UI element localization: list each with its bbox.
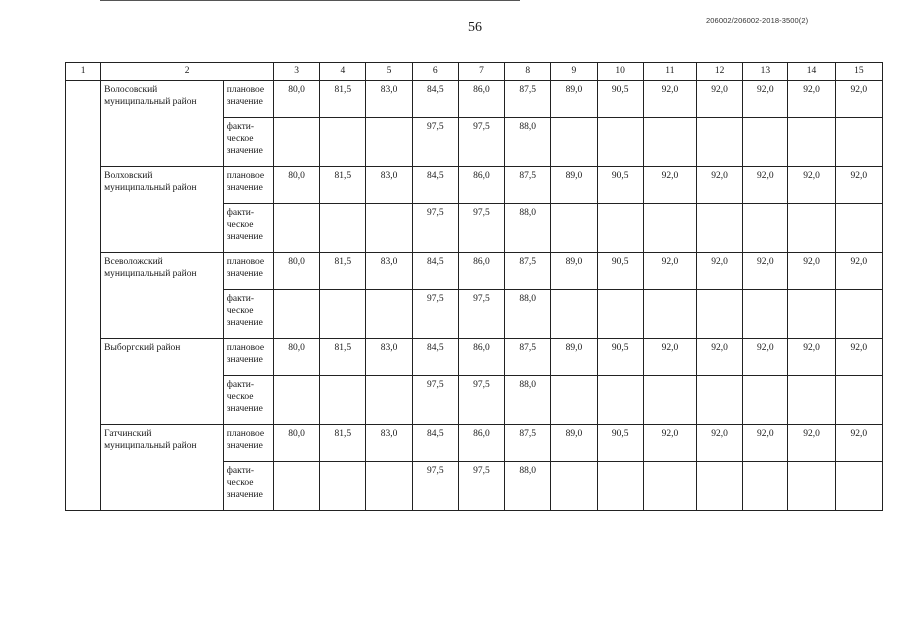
fact-value <box>597 290 643 339</box>
column-header: 6 <box>412 63 458 81</box>
fact-value <box>551 118 597 167</box>
plan-value: 90,5 <box>597 81 643 118</box>
fact-label: факти-ческое значение <box>223 204 273 253</box>
plan-value: 92,0 <box>643 425 696 462</box>
plan-label: плановое значение <box>223 339 273 376</box>
plan-value: 86,0 <box>458 81 504 118</box>
plan-value: 83,0 <box>366 425 412 462</box>
district-name: Гатчинский муниципальный район <box>101 425 224 511</box>
row-number-cell <box>66 81 101 511</box>
plan-value: 86,0 <box>458 425 504 462</box>
fact-value: 97,5 <box>412 204 458 253</box>
plan-value: 90,5 <box>597 425 643 462</box>
column-header: 8 <box>505 63 551 81</box>
plan-value: 92,0 <box>743 339 788 376</box>
fact-label: факти-ческое значение <box>223 462 273 511</box>
indicator-table <box>65 62 883 511</box>
fact-value <box>788 204 835 253</box>
district-name: Всеволожский муниципальный район <box>101 253 224 339</box>
fact-label: факти-ческое значение <box>223 376 273 425</box>
fact-value <box>835 290 882 339</box>
plan-value: 92,0 <box>643 339 696 376</box>
table-body <box>66 81 883 511</box>
fact-value: 88,0 <box>505 462 551 511</box>
plan-value: 92,0 <box>743 253 788 290</box>
plan-value: 92,0 <box>835 425 882 462</box>
plan-value: 86,0 <box>458 253 504 290</box>
plan-value: 87,5 <box>505 167 551 204</box>
fact-value: 97,5 <box>458 462 504 511</box>
table-row-plan <box>66 425 883 462</box>
column-header: 9 <box>551 63 597 81</box>
plan-value: 92,0 <box>835 81 882 118</box>
fact-value <box>366 376 412 425</box>
page-number: 56 <box>468 20 482 35</box>
plan-value: 81,5 <box>320 425 366 462</box>
plan-value: 92,0 <box>643 81 696 118</box>
plan-value: 92,0 <box>788 253 835 290</box>
column-header: 10 <box>597 63 643 81</box>
plan-value: 89,0 <box>551 253 597 290</box>
fact-value <box>743 290 788 339</box>
plan-value: 92,0 <box>835 253 882 290</box>
plan-value: 81,5 <box>320 253 366 290</box>
plan-value: 84,5 <box>412 425 458 462</box>
fact-value <box>697 290 743 339</box>
plan-value: 81,5 <box>320 167 366 204</box>
plan-value: 83,0 <box>366 253 412 290</box>
plan-value: 86,0 <box>458 339 504 376</box>
fact-value <box>643 118 696 167</box>
fact-value: 97,5 <box>458 290 504 339</box>
document-code: 206002/206002-2018-3500(2) <box>706 16 809 25</box>
table-row-plan <box>66 81 883 118</box>
column-header: 5 <box>366 63 412 81</box>
plan-label: плановое значение <box>223 425 273 462</box>
plan-value: 89,0 <box>551 425 597 462</box>
plan-label: плановое значение <box>223 253 273 290</box>
plan-value: 84,5 <box>412 253 458 290</box>
column-header: 15 <box>835 63 882 81</box>
plan-value: 92,0 <box>643 253 696 290</box>
plan-value: 89,0 <box>551 167 597 204</box>
fact-value <box>743 118 788 167</box>
fact-value <box>788 290 835 339</box>
fact-value <box>551 462 597 511</box>
fact-value <box>643 290 696 339</box>
fact-value <box>643 462 696 511</box>
plan-value: 86,0 <box>458 167 504 204</box>
plan-value: 92,0 <box>743 81 788 118</box>
fact-value <box>274 376 320 425</box>
fact-label: факти-ческое значение <box>223 290 273 339</box>
fact-value <box>320 376 366 425</box>
column-header: 12 <box>697 63 743 81</box>
fact-value <box>274 462 320 511</box>
fact-value: 88,0 <box>505 376 551 425</box>
plan-label: плановое значение <box>223 167 273 204</box>
fact-value <box>320 290 366 339</box>
plan-value: 90,5 <box>597 167 643 204</box>
plan-value: 92,0 <box>788 81 835 118</box>
fact-value <box>697 204 743 253</box>
fact-value: 97,5 <box>412 290 458 339</box>
fact-value <box>274 204 320 253</box>
column-header: 11 <box>643 63 696 81</box>
plan-value: 87,5 <box>505 339 551 376</box>
fact-value <box>788 118 835 167</box>
top-rule <box>100 0 520 1</box>
fact-value <box>743 462 788 511</box>
column-number-row <box>66 63 883 81</box>
fact-value <box>366 462 412 511</box>
fact-value: 97,5 <box>412 376 458 425</box>
column-header: 3 <box>274 63 320 81</box>
fact-value <box>274 290 320 339</box>
fact-value <box>366 290 412 339</box>
fact-value <box>697 376 743 425</box>
fact-value <box>366 204 412 253</box>
plan-value: 92,0 <box>697 339 743 376</box>
column-header: 13 <box>743 63 788 81</box>
plan-value: 92,0 <box>697 253 743 290</box>
fact-label: факти-ческое значение <box>223 118 273 167</box>
plan-value: 92,0 <box>835 167 882 204</box>
plan-value: 80,0 <box>274 253 320 290</box>
plan-value: 89,0 <box>551 81 597 118</box>
fact-value <box>597 462 643 511</box>
plan-value: 80,0 <box>274 339 320 376</box>
plan-value: 83,0 <box>366 81 412 118</box>
fact-value <box>274 118 320 167</box>
plan-label: плановое значение <box>223 81 273 118</box>
plan-value: 80,0 <box>274 167 320 204</box>
fact-value <box>551 376 597 425</box>
plan-value: 84,5 <box>412 167 458 204</box>
fact-value <box>788 462 835 511</box>
fact-value <box>697 462 743 511</box>
plan-value: 92,0 <box>788 167 835 204</box>
table-row-plan <box>66 339 883 376</box>
fact-value: 88,0 <box>505 204 551 253</box>
plan-value: 83,0 <box>366 339 412 376</box>
plan-value: 87,5 <box>505 425 551 462</box>
plan-value: 84,5 <box>412 339 458 376</box>
fact-value: 97,5 <box>458 118 504 167</box>
fact-value <box>835 204 882 253</box>
plan-value: 92,0 <box>697 425 743 462</box>
fact-value <box>320 462 366 511</box>
column-header: 2 <box>101 63 274 81</box>
fact-value <box>788 376 835 425</box>
plan-value: 90,5 <box>597 339 643 376</box>
plan-value: 92,0 <box>643 167 696 204</box>
plan-value: 80,0 <box>274 81 320 118</box>
plan-value: 92,0 <box>697 167 743 204</box>
fact-value: 97,5 <box>412 118 458 167</box>
district-name: Волосовский муниципальный район <box>101 81 224 167</box>
fact-value <box>835 118 882 167</box>
column-header: 1 <box>66 63 101 81</box>
table-row-plan <box>66 253 883 290</box>
column-header: 14 <box>788 63 835 81</box>
fact-value: 88,0 <box>505 118 551 167</box>
fact-value <box>551 204 597 253</box>
fact-value: 97,5 <box>458 204 504 253</box>
fact-value <box>320 118 366 167</box>
fact-value: 88,0 <box>505 290 551 339</box>
fact-value <box>366 118 412 167</box>
plan-value: 92,0 <box>743 425 788 462</box>
plan-value: 92,0 <box>835 339 882 376</box>
plan-value: 92,0 <box>697 81 743 118</box>
district-name: Выборгский район <box>101 339 224 425</box>
plan-value: 84,5 <box>412 81 458 118</box>
district-name: Волховский муниципальный район <box>101 167 224 253</box>
fact-value <box>835 462 882 511</box>
fact-value <box>597 204 643 253</box>
fact-value <box>597 118 643 167</box>
plan-value: 89,0 <box>551 339 597 376</box>
fact-value <box>835 376 882 425</box>
plan-value: 83,0 <box>366 167 412 204</box>
plan-value: 90,5 <box>597 253 643 290</box>
fact-value <box>643 204 696 253</box>
fact-value <box>743 376 788 425</box>
plan-value: 81,5 <box>320 339 366 376</box>
fact-value: 97,5 <box>458 376 504 425</box>
table-row-plan <box>66 167 883 204</box>
plan-value: 92,0 <box>743 167 788 204</box>
column-header: 7 <box>458 63 504 81</box>
plan-value: 92,0 <box>788 339 835 376</box>
plan-value: 80,0 <box>274 425 320 462</box>
fact-value <box>643 376 696 425</box>
plan-value: 92,0 <box>788 425 835 462</box>
plan-value: 87,5 <box>505 81 551 118</box>
fact-value <box>320 204 366 253</box>
fact-value: 97,5 <box>412 462 458 511</box>
fact-value <box>597 376 643 425</box>
fact-value <box>697 118 743 167</box>
plan-value: 87,5 <box>505 253 551 290</box>
plan-value: 81,5 <box>320 81 366 118</box>
column-header: 4 <box>320 63 366 81</box>
fact-value <box>551 290 597 339</box>
fact-value <box>743 204 788 253</box>
